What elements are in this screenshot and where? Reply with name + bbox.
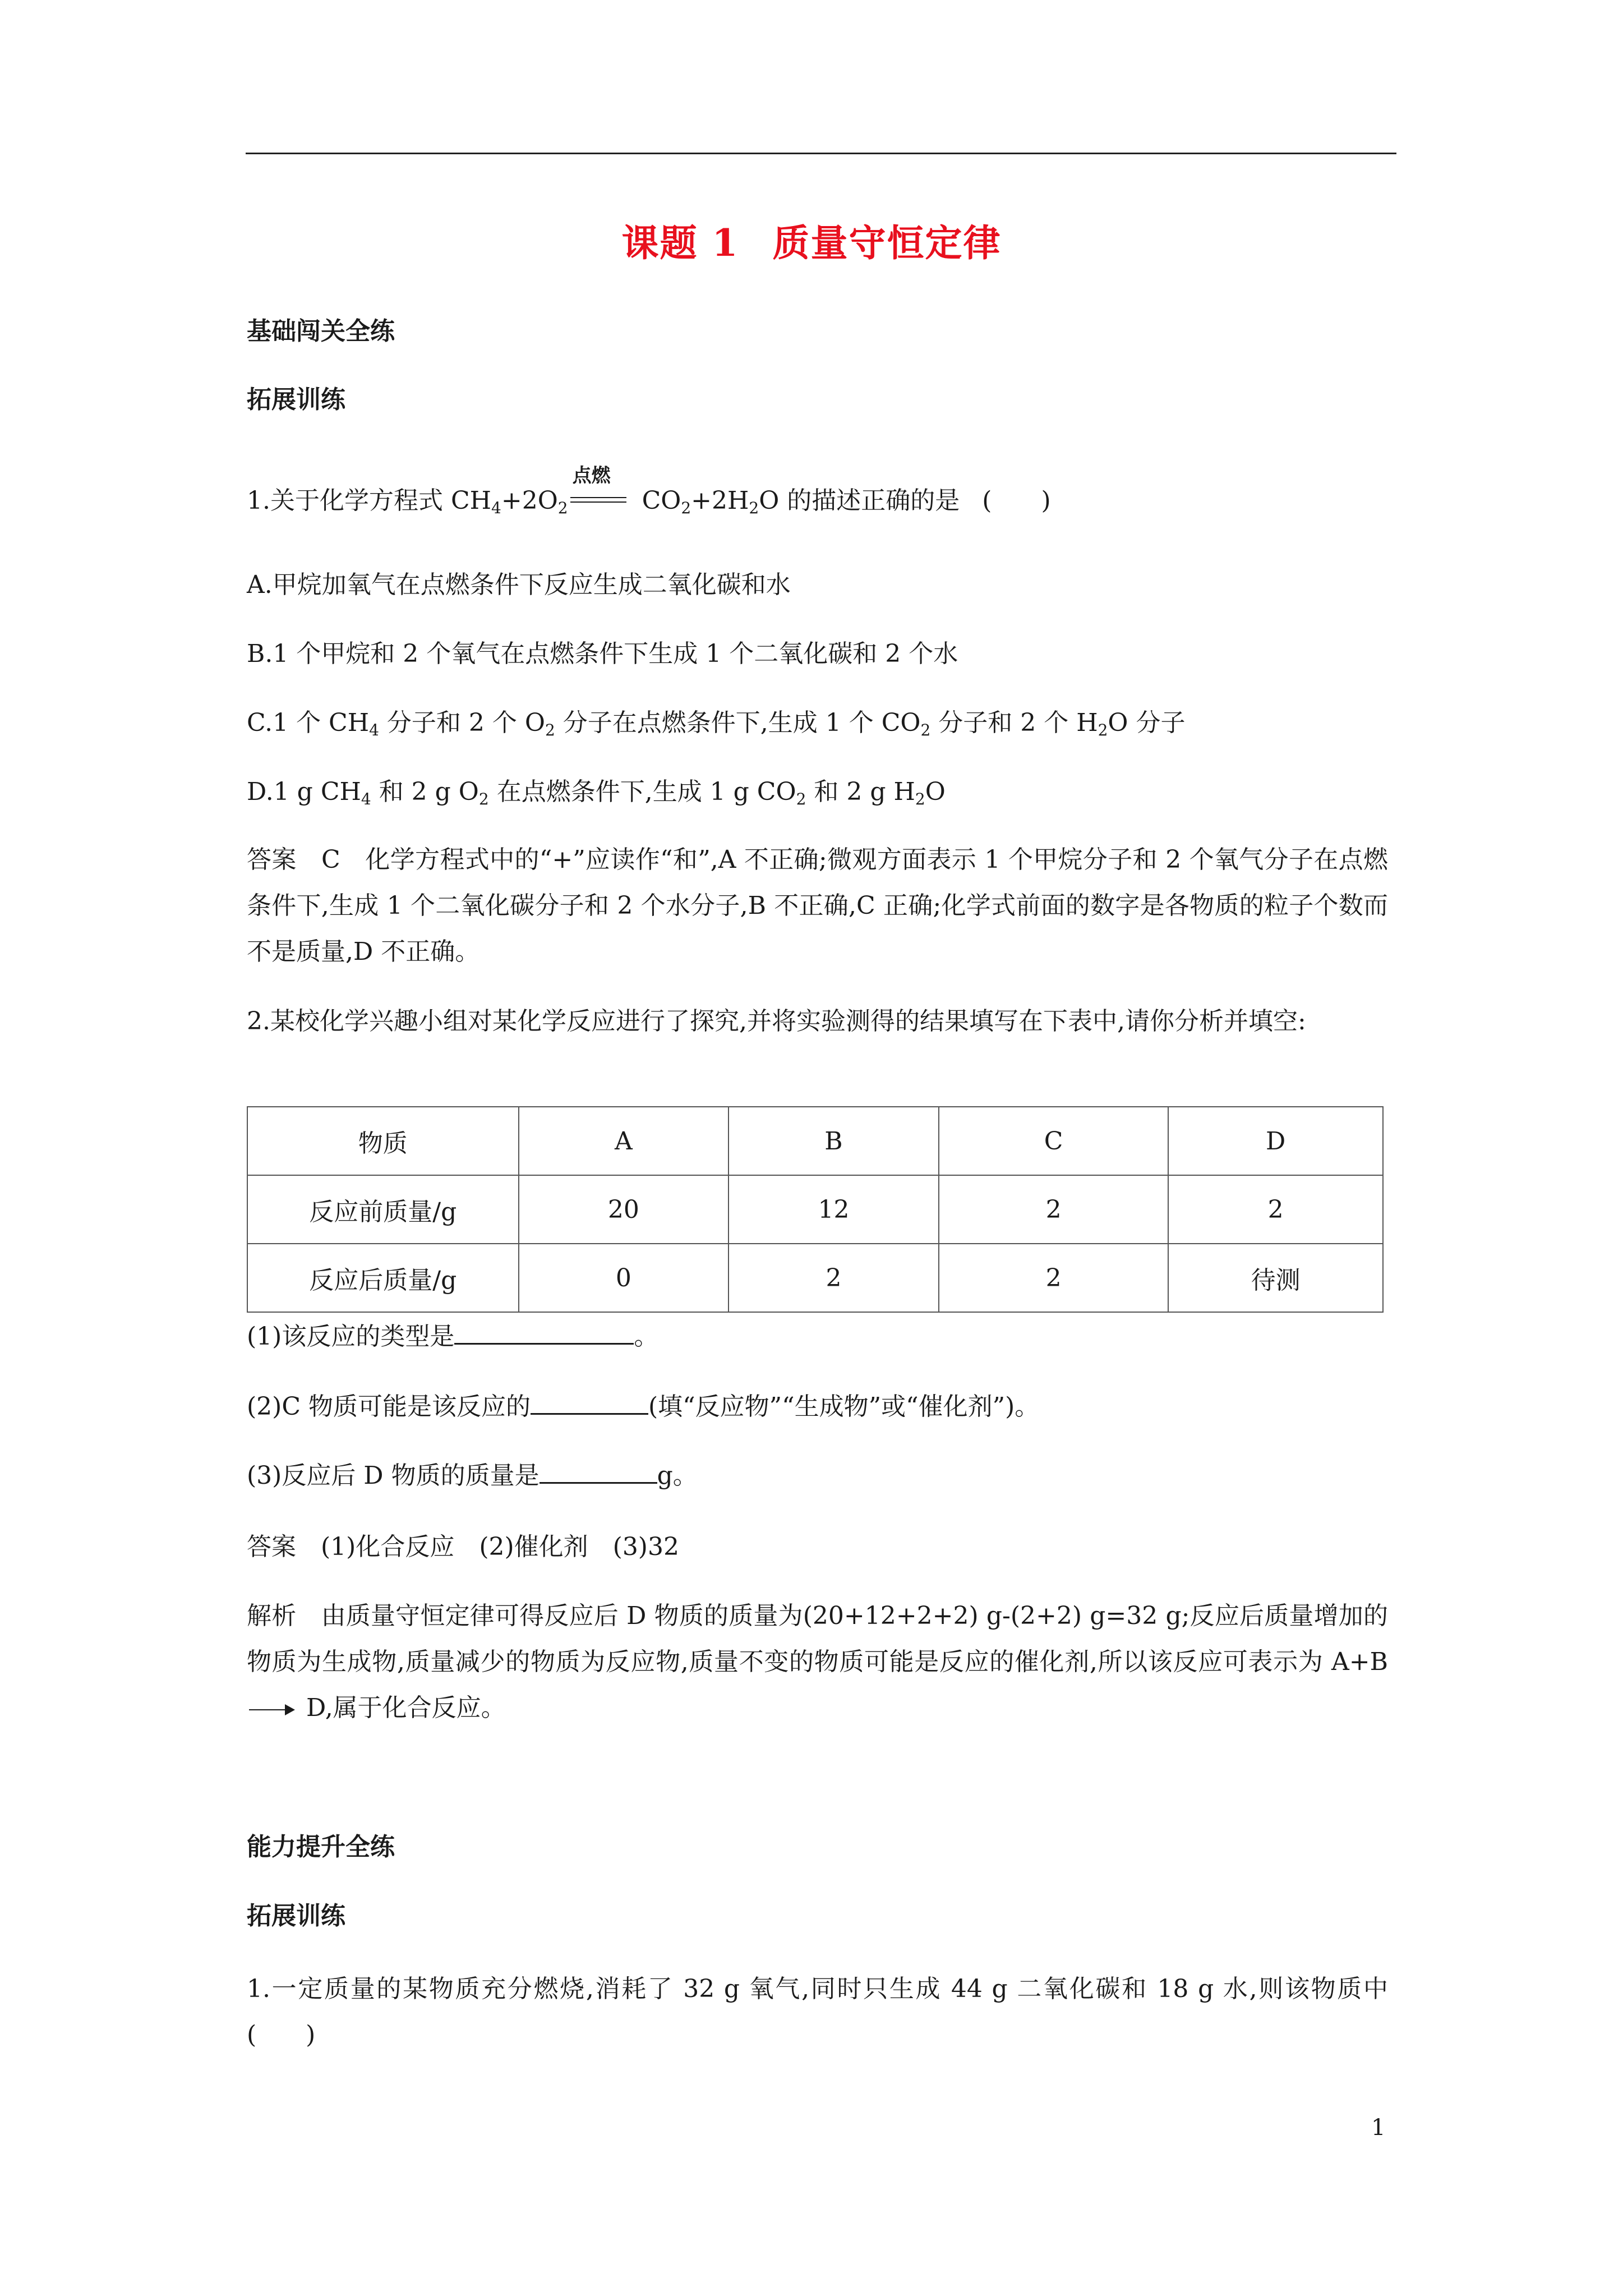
table-cell: 反应后质量/g — [247, 1244, 519, 1312]
reaction-condition: 点燃 — [570, 491, 632, 514]
table-cell: A — [519, 1107, 729, 1175]
table-cell: 反应前质量/g — [247, 1175, 519, 1244]
subsection-heading-1: 拓展训练 — [247, 385, 345, 414]
table-cell: B — [728, 1107, 939, 1175]
table-row — [247, 1175, 1383, 1244]
table-cell: 2 — [939, 1175, 1169, 1244]
table-cell: 12 — [728, 1175, 939, 1244]
answer-paren: ( ) — [982, 486, 1051, 515]
section-heading-advanced: 能力提升全练 — [247, 1833, 395, 1861]
table-row — [247, 1107, 1383, 1175]
table-cell: 0 — [519, 1244, 729, 1312]
table-cell: D — [1168, 1107, 1383, 1175]
section-heading-basic: 基础闯关全练 — [247, 317, 395, 346]
page-number: 1 — [1371, 2115, 1386, 2141]
subsection-heading-2: 拓展训练 — [247, 1902, 345, 1930]
table-cell: 物质 — [247, 1107, 519, 1175]
question-3-stem: 1.一定质量的某物质充分燃烧,消耗了 32 g 氧气,同时只生成 44 g 二氧化碳和 18 g 水,则该物质中( ) — [247, 1975, 1388, 2049]
question-2-part-3: (3)反应后 D 物质的质量是 g。 — [247, 1461, 698, 1490]
lesson-name: 质量守恒定律 — [772, 221, 1002, 265]
reaction-arrow-icon — [249, 1709, 294, 1710]
answer-blank-1[interactable] — [454, 1323, 634, 1345]
table-cell: 2 — [1168, 1175, 1383, 1244]
header-rule — [246, 153, 1396, 154]
lesson-number: 课题 1 — [621, 221, 739, 265]
table-cell: 待测 — [1168, 1244, 1383, 1312]
option-b: B.1 个甲烷和 2 个氧气在点燃条件下生成 1 个二氧化碳和 2 个水 — [247, 639, 958, 668]
table-cell: 2 — [728, 1244, 939, 1312]
page-title — [0, 213, 1623, 266]
experiment-table — [247, 1106, 1384, 1313]
question-2-part-1: (1)该反应的类型是 。 — [247, 1322, 659, 1351]
question-2-answer: 答案 (1)化合反应 (2)催化剂 (3)32 — [247, 1533, 679, 1561]
table-row — [247, 1244, 1383, 1312]
option-d: D.1 g $CH_4$ 和 2 g $O_2$ 在点燃条件下,生成 1 g $CO_2$ 和 2 g $H_2O$ — [247, 777, 946, 808]
question-1-answer: 答案 C 化学方程式中的“+”应读作“和”,A 不正确;微观方面表示 1 个甲烷分子和 2 个氧气分子在点燃条件下,生成 1 个二氧化碳分子和 2 个水分子,B 不正确,C 正确;化学式前面的数字是各物质的粒子个数而不是质量,D 不正确。 — [247, 845, 1388, 966]
table-cell: 2 — [939, 1244, 1169, 1312]
table-cell: C — [939, 1107, 1169, 1175]
answer-blank-3[interactable] — [540, 1462, 657, 1484]
answer-blank-2[interactable] — [531, 1393, 648, 1415]
option-a: A.甲烷加氧气在点燃条件下反应生成二氧化碳和水 — [247, 570, 791, 599]
question-2-analysis: 解析 由质量守恒定律可得反应后 D 物质的质量为(20+12+2+2) g-(2+2) g=32 g;反应后质量增加的物质为生成物,质量减少的物质为反应物,质量不变的物质可能是反应的催化剂,所以该反应可表示为 A+B D,属于化合反应。 — [247, 1602, 1388, 1722]
question-2-stem: 2.某校化学兴趣小组对某化学反应进行了探究,并将实验测得的结果填写在下表中,请你分析并填空: — [247, 1007, 1306, 1036]
question-1-stem: 1.关于化学方程式 $CH_4+2O_2$ 点燃 $CO_2+2H_2O$ 的描述正确的是 ( ) — [247, 477, 1388, 525]
question-2-part-2: (2)C 物质可能是该反应的 (填“反应物”“生成物”或“催化剂”)。 — [247, 1392, 1040, 1421]
table-cell: 20 — [519, 1175, 729, 1244]
option-c: C.1 个 $CH_4$ 分子和 2 个 $O_2$ 分子在点燃条件下,生成 1 个 $CO_2$ 分子和 2 个 $H_2O$ 分子 — [247, 708, 1186, 739]
